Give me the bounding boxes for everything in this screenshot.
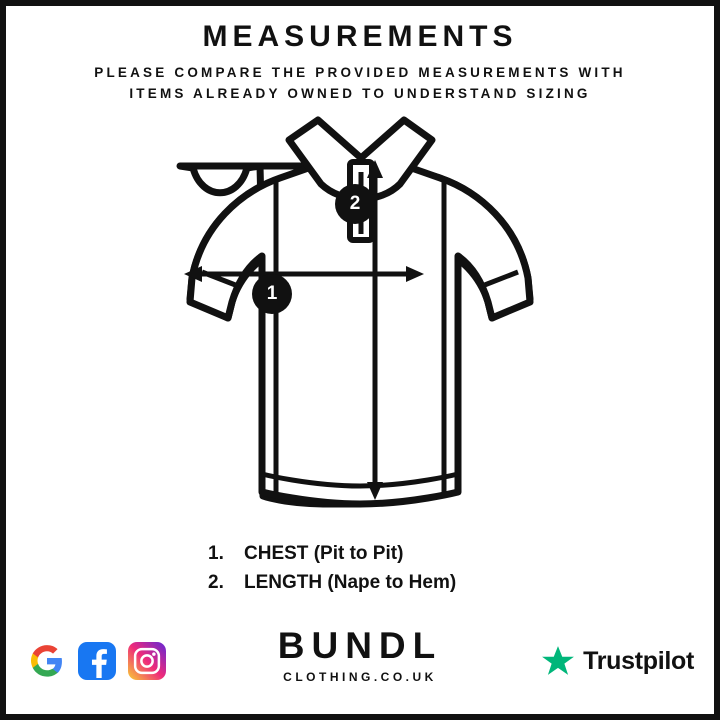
- legend-detail-1: (Pit to Pit): [313, 543, 404, 564]
- instagram-icon[interactable]: [128, 642, 166, 680]
- header-subtitle-line-2: ITEMS ALREADY OWNED TO UNDERSTAND SIZING: [129, 85, 591, 101]
- facebook-icon[interactable]: [78, 642, 116, 680]
- legend-label-2: [244, 568, 512, 597]
- footer: [6, 618, 714, 688]
- brand-logo: [278, 627, 442, 684]
- google-icon[interactable]: [28, 642, 66, 680]
- header-subtitle-line-1: PLEASE COMPARE THE PROVIDED MEASUREMENTS WITH: [94, 65, 626, 80]
- page-title: MEASUREMENTS: [202, 20, 518, 53]
- legend-detail-2: (Nape to Hem): [327, 572, 457, 594]
- brand-domain: CLOTHING.CO.UK: [283, 670, 437, 684]
- social-links: [28, 642, 166, 680]
- legend-item-chest: [6, 539, 714, 568]
- header: [6, 20, 714, 105]
- polo-shirt-illustration: [80, 106, 640, 526]
- legend-number-1: 1.: [208, 543, 224, 564]
- trustpilot-label: Trustpilot: [583, 646, 694, 675]
- badge-length: 2: [335, 184, 375, 224]
- trustpilot-star-icon: [541, 644, 575, 678]
- header-subtitle: [6, 63, 714, 105]
- legend-label-1: [244, 539, 512, 568]
- badge-chest: 1: [252, 274, 292, 314]
- legend-number-2: 2.: [208, 572, 224, 594]
- legend-item-length: [6, 568, 714, 597]
- trustpilot-badge[interactable]: [541, 644, 694, 678]
- garment-diagram: [80, 106, 640, 526]
- measurement-legend: [6, 539, 714, 598]
- legend-name-1: CHEST: [244, 543, 309, 564]
- brand-name: BUNDL: [277, 625, 443, 666]
- legend-name-2: LENGTH: [244, 572, 323, 594]
